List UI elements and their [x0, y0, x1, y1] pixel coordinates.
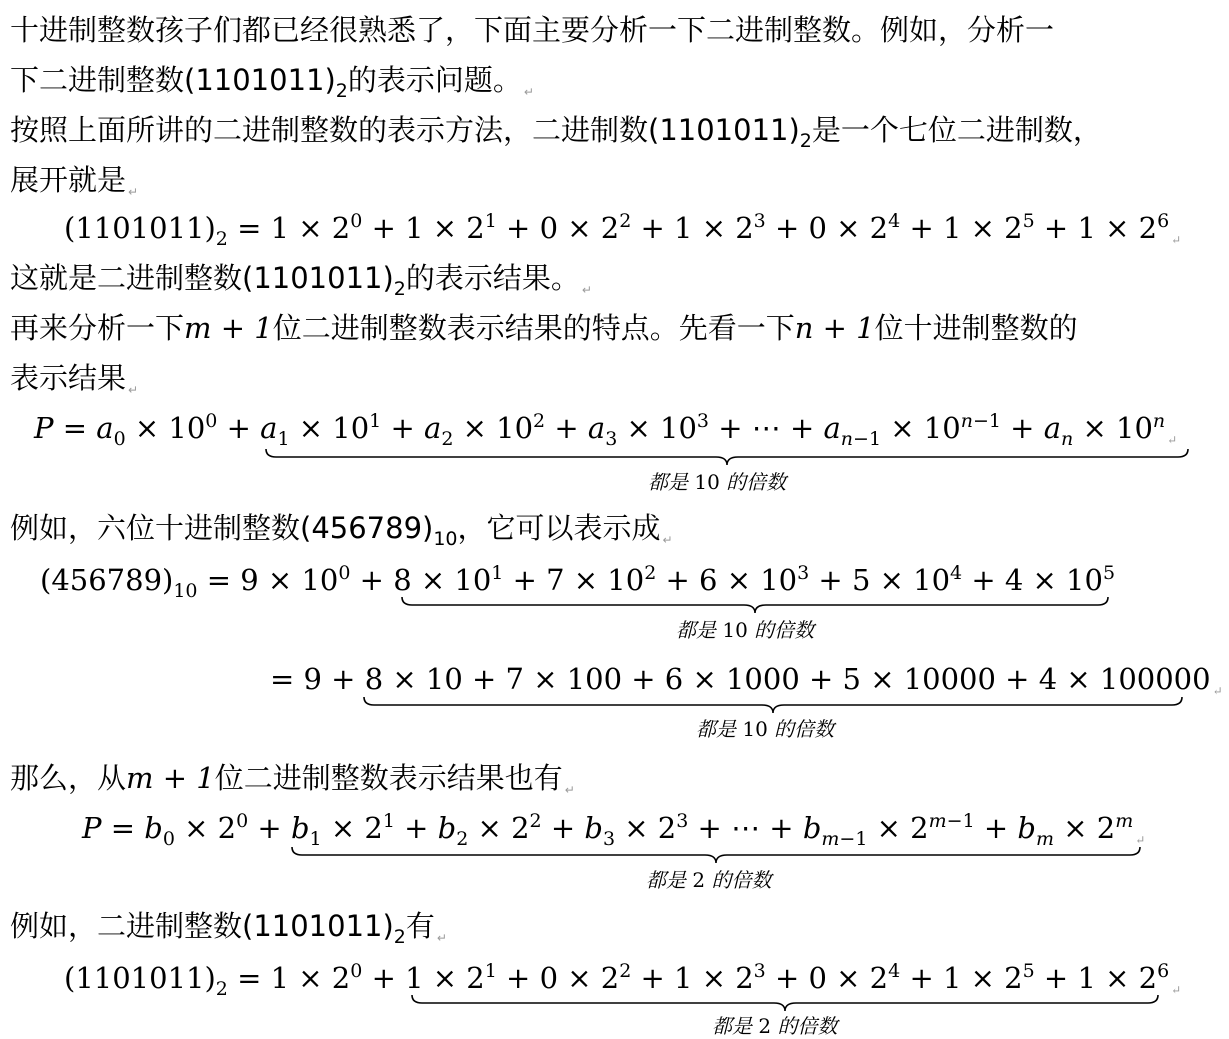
paragraph-4-line-1: [10, 308, 1078, 348]
text: 那么，从: [10, 761, 127, 795]
underbrace-4: [292, 847, 1140, 863]
subscript: 2: [335, 80, 348, 102]
paragraph-mark: ↵: [128, 185, 139, 199]
paragraph-1-line-2: [10, 60, 534, 112]
text: 位二进制整数表示结果也有: [214, 761, 563, 795]
underbrace-icon: [292, 847, 1140, 863]
math-inline: [126, 761, 215, 795]
paragraph-6: [10, 758, 575, 810]
text: 这就是二进制整数(1101011): [10, 261, 394, 295]
text: 位十进制整数的: [874, 311, 1078, 345]
equation-decimal-general: $P = a_0 \times 10^0 + a_1 \times 10^1 + a_2 \times 10^2 + a_3 \times 10^3$ + ⋯ + $a_{n-1} \times 10^{n-1} + a_n \times 10^n_↵$: [34, 410, 1178, 450]
text: 展开就是: [10, 163, 127, 197]
math-inline: [184, 311, 273, 345]
underbrace-label-4: 都是 2 的倍数: [646, 868, 772, 892]
underbrace-3: [364, 697, 1182, 713]
underbrace-icon: [364, 697, 1182, 713]
underbrace-icon: [402, 597, 1108, 613]
paragraph-mark: ↵: [1135, 833, 1146, 847]
paragraph-mark: ↵: [1171, 983, 1182, 997]
subscript: 2: [393, 926, 406, 948]
underbrace-1: [266, 449, 1188, 465]
text: 表示结果: [10, 361, 127, 395]
subscript: 10: [433, 528, 458, 550]
text: 位二进制整数表示结果的特点。先看一下: [272, 311, 795, 345]
underbrace-5: [412, 995, 1158, 1011]
paragraph-mark: ↵: [564, 783, 575, 797]
text: 例如，二进制整数(1101011): [10, 909, 394, 943]
underbrace-label-2: 都是 10 的倍数: [676, 618, 815, 642]
underbrace-label-1: 都是 10 的倍数: [648, 470, 787, 494]
text: 再来分析一下: [10, 311, 185, 345]
text: 按照上面所讲的二进制整数的表示方法，二进制数(1101011): [10, 113, 800, 147]
underbrace-label-3: 都是 10 的倍数: [696, 717, 835, 741]
equation-decimal-example-cont: = 9 + 8 × 10 + 7 × 100 + 6 × 1000 + 5 × 10000 + 4 × 100000 $_↵$: [270, 662, 1223, 698]
paragraph-1-line-1: [10, 10, 1054, 50]
text: 有: [405, 909, 435, 943]
paragraph-4-line-2: [10, 358, 138, 410]
equation-binary-expansion: $(1101011)_2 = 1 \times 2^0 + 1 \times 2^1 + 0 \times 2^2 + 1 \times 2^3 + 0 \times 2^4 + 1 \times 2^5 + 1 \times 2^6_↵$: [64, 210, 1182, 250]
text: 的表示结果。: [405, 261, 580, 295]
paragraph-2-line-2: [10, 160, 138, 212]
math-n-plus-1: n + 1: [794, 311, 875, 345]
math-m-plus-1: m + 1: [184, 311, 273, 345]
paragraph-mark: ↵: [436, 931, 447, 945]
paragraph-3: [10, 258, 592, 310]
subscript: 2: [393, 278, 406, 300]
paragraph-mark: ↵: [662, 533, 673, 547]
equation-binary-general: $P = b_0 \times 2^0 + b_1 \times 2^1 + b_2 \times 2^2 + b_3 \times 2^3$ + ⋯ + $b_{m-1} \times 2^{m-1} + b_m \times 2^m_↵$: [82, 810, 1146, 850]
math-inline: [795, 311, 875, 345]
subscript: 2: [799, 130, 812, 152]
text: 下二进制整数(1101011): [10, 63, 336, 97]
paragraph-5: [10, 508, 673, 560]
underbrace-icon: [266, 449, 1188, 465]
underbrace-2: [402, 597, 1108, 613]
equation-binary-example: $(1101011)_2 = 1 \times 2^0 + 1 \times 2^1 + 0 \times 2^2 + 1 \times 2^3 + 0 \times 2^4 + 1 \times 2^5 + 1 \times 2^6_↵$: [64, 960, 1182, 1000]
paragraph-mark: ↵: [523, 85, 534, 99]
paragraph-7: [10, 906, 447, 958]
underbrace-icon: [412, 995, 1158, 1011]
equation-decimal-example: $(456789)_{10} = 9 \times 10^0 + 8 \times 10^1 + 7 \times 10^2 + 6 \times 10^3 + 5 \times 10^4 + 4 \times 10^5$: [40, 562, 1116, 602]
paragraph-2-line-1: [10, 110, 1102, 161]
underbrace-label-5: 都是 2 的倍数: [712, 1014, 838, 1038]
paragraph-mark: ↵: [128, 383, 139, 397]
text: 十进制整数孩子们都已经很熟悉了，下面主要分析一下二进制整数。例如，分析一: [10, 13, 1055, 47]
paragraph-mark: ↵: [1212, 684, 1223, 698]
text: ，它可以表示成: [457, 511, 661, 545]
text: 是一个七位二进制数，: [811, 113, 1102, 147]
paragraph-mark: ↵: [581, 283, 592, 297]
math-m-plus-1: m + 1: [126, 761, 215, 795]
paragraph-mark: ↵: [1167, 433, 1178, 447]
text: 例如，六位十进制整数(456789): [10, 511, 434, 545]
paragraph-mark: ↵: [1171, 233, 1182, 247]
text: 的表示问题。: [347, 63, 522, 97]
